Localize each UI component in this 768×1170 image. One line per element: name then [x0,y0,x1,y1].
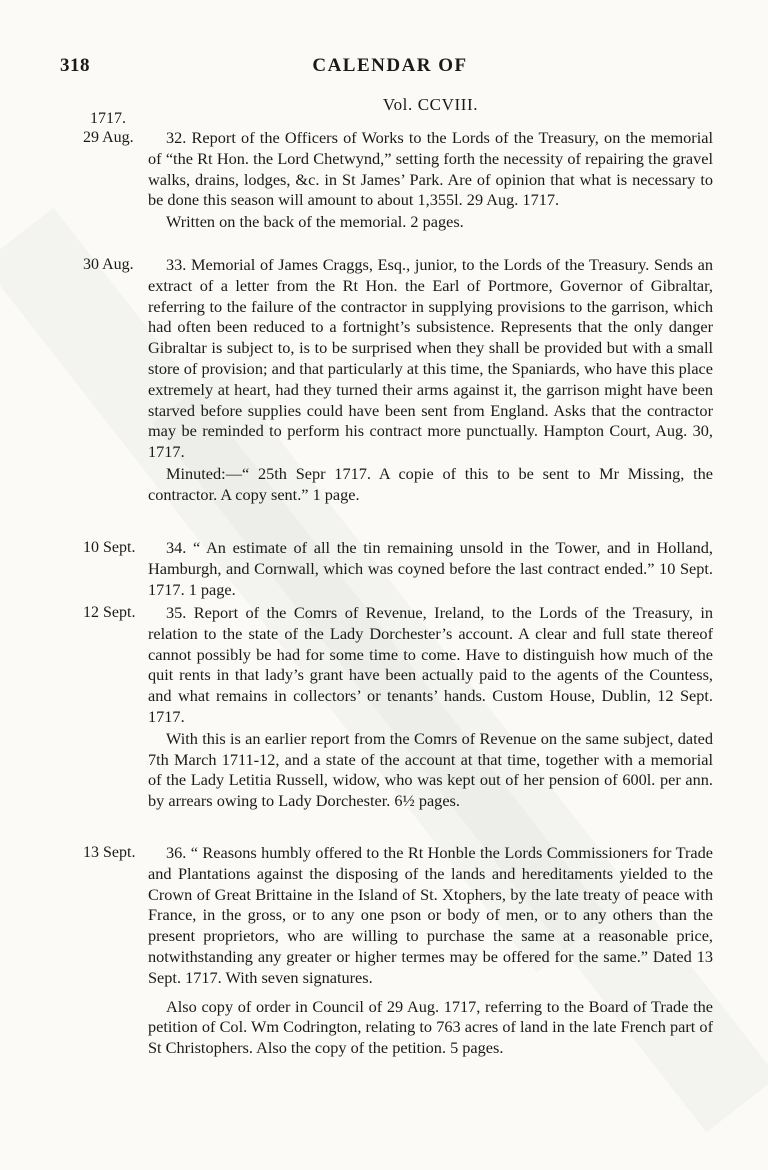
year-marker: 1717. [90,110,126,127]
entry-paragraph: With this is an earlier report from the Comrs of Revenue on the same subject, dated 7th March 1711-12, and a state of the account at that time, together with a memorial of the Lady Letitia Russell, widow, who was kept out of her pension of 600l. per ann. by arrears owing to Lady Dorchester. 6½ pages. [148,728,713,811]
entry-body [148,843,713,1059]
entry-paragraph: 34. “ An estimate of all the tin remaining unsold in the Tower, and in Holland, Hamburgh, and Cornwall, which was coyned before the last contract ended.” 10 Sept. 1717. 1 page. [148,538,713,599]
page-number: 318 [60,55,90,76]
entry-paragraph: Written on the back of the memorial. 2 pages. [166,212,464,232]
entry-paragraph: 36. “ Reasons humbly offered to the Rt Honble the Lords Commissioners for Trade and Plantations against the disposing of the lands and hereditaments yielded to the Crown of Great Brittaine in the Island of St. Xtophers, by the late treaty of peace with France, in the gross, or to any one pson or body of men, or to any others than the present proprietors, who are willing to purchase the same at a reasonable price, notwithstanding any greater or higher termes may be offered for the same.” Dated 13 Sept. 1717. With seven signatures. [148,843,713,987]
entry-body [148,128,713,233]
entry-date: 10 Sept. [83,539,136,556]
entry-body [148,603,713,812]
entry-body [148,255,713,506]
entry-paragraph: 32. Report of the Officers of Works to the Lords of the Treasury, on the memorial of “the Rt Hon. the Lord Chetwynd,” setting forth the necessity of repairing the gravel walks, drains, lodges, &c. in St James’ Park. Are of opinion that what is necessary to be done this season will amount to about 1,355l. 29 Aug. 1717. [148,128,713,210]
entry-paragraph: Minuted:—“ 25th Sepr 1717. A copie of this to be sent to Mr Missing, the contractor. A copy sent.” 1 page. [148,463,713,504]
entry-date: 30 Aug. [83,256,134,273]
entry-paragraph: 35. Report of the Comrs of Revenue, Ireland, to the Lords of the Treasury, in relation to the state of the Lady Dorchester’s account. A clear and full state thereof cannot possibly be had for some time to come. Have to distinguish how much of the quit rents in that lady’s grant have been actually paid to the agents of the Countess, and what remains in collectors’ or tenants’ hands. Custom House, Dublin, 12 Sept. 1717. [148,603,713,726]
entry-date: 13 Sept. [83,844,136,861]
running-title: CALENDAR OF [312,55,468,76]
entry-body [148,538,713,600]
entry-date: 12 Sept. [83,604,136,621]
entry-date: 29 Aug. [83,129,134,146]
entry-paragraph: 33. Memorial of James Craggs, Esq., junior, to the Lords of the Treasury. Sends an extract of a letter from the Rt Hon. the Earl of Portmore, Governor of Gibraltar, referring to the failure of the contractor in supplying provisions to the garrison, which had often been reduced to a fortnight’s subsistence. Represents that the only danger Gibraltar is subject to, is to be surprised when they shall be provided but with a small store of provision; and that particularly at this time, the Spaniards, who have this place extremely at heart, had they turned their arms against it, the garrison might have been starved before supplies could have been sent from England. Asks that the contractor may be reminded to perform his contract more punctually. Hampton Court, Aug. 30, 1717. [148,255,713,462]
page-header [60,55,720,85]
entry-paragraph: Also copy of order in Council of 29 Aug. 1717, referring to the Board of Trade the petition of Col. Wm Codrington, relating to 763 acres of land in the late French part of St Christophers. Also the copy of the petition. 5 pages. [148,996,713,1058]
volume-heading: Vol. CCVIII. [382,95,479,114]
